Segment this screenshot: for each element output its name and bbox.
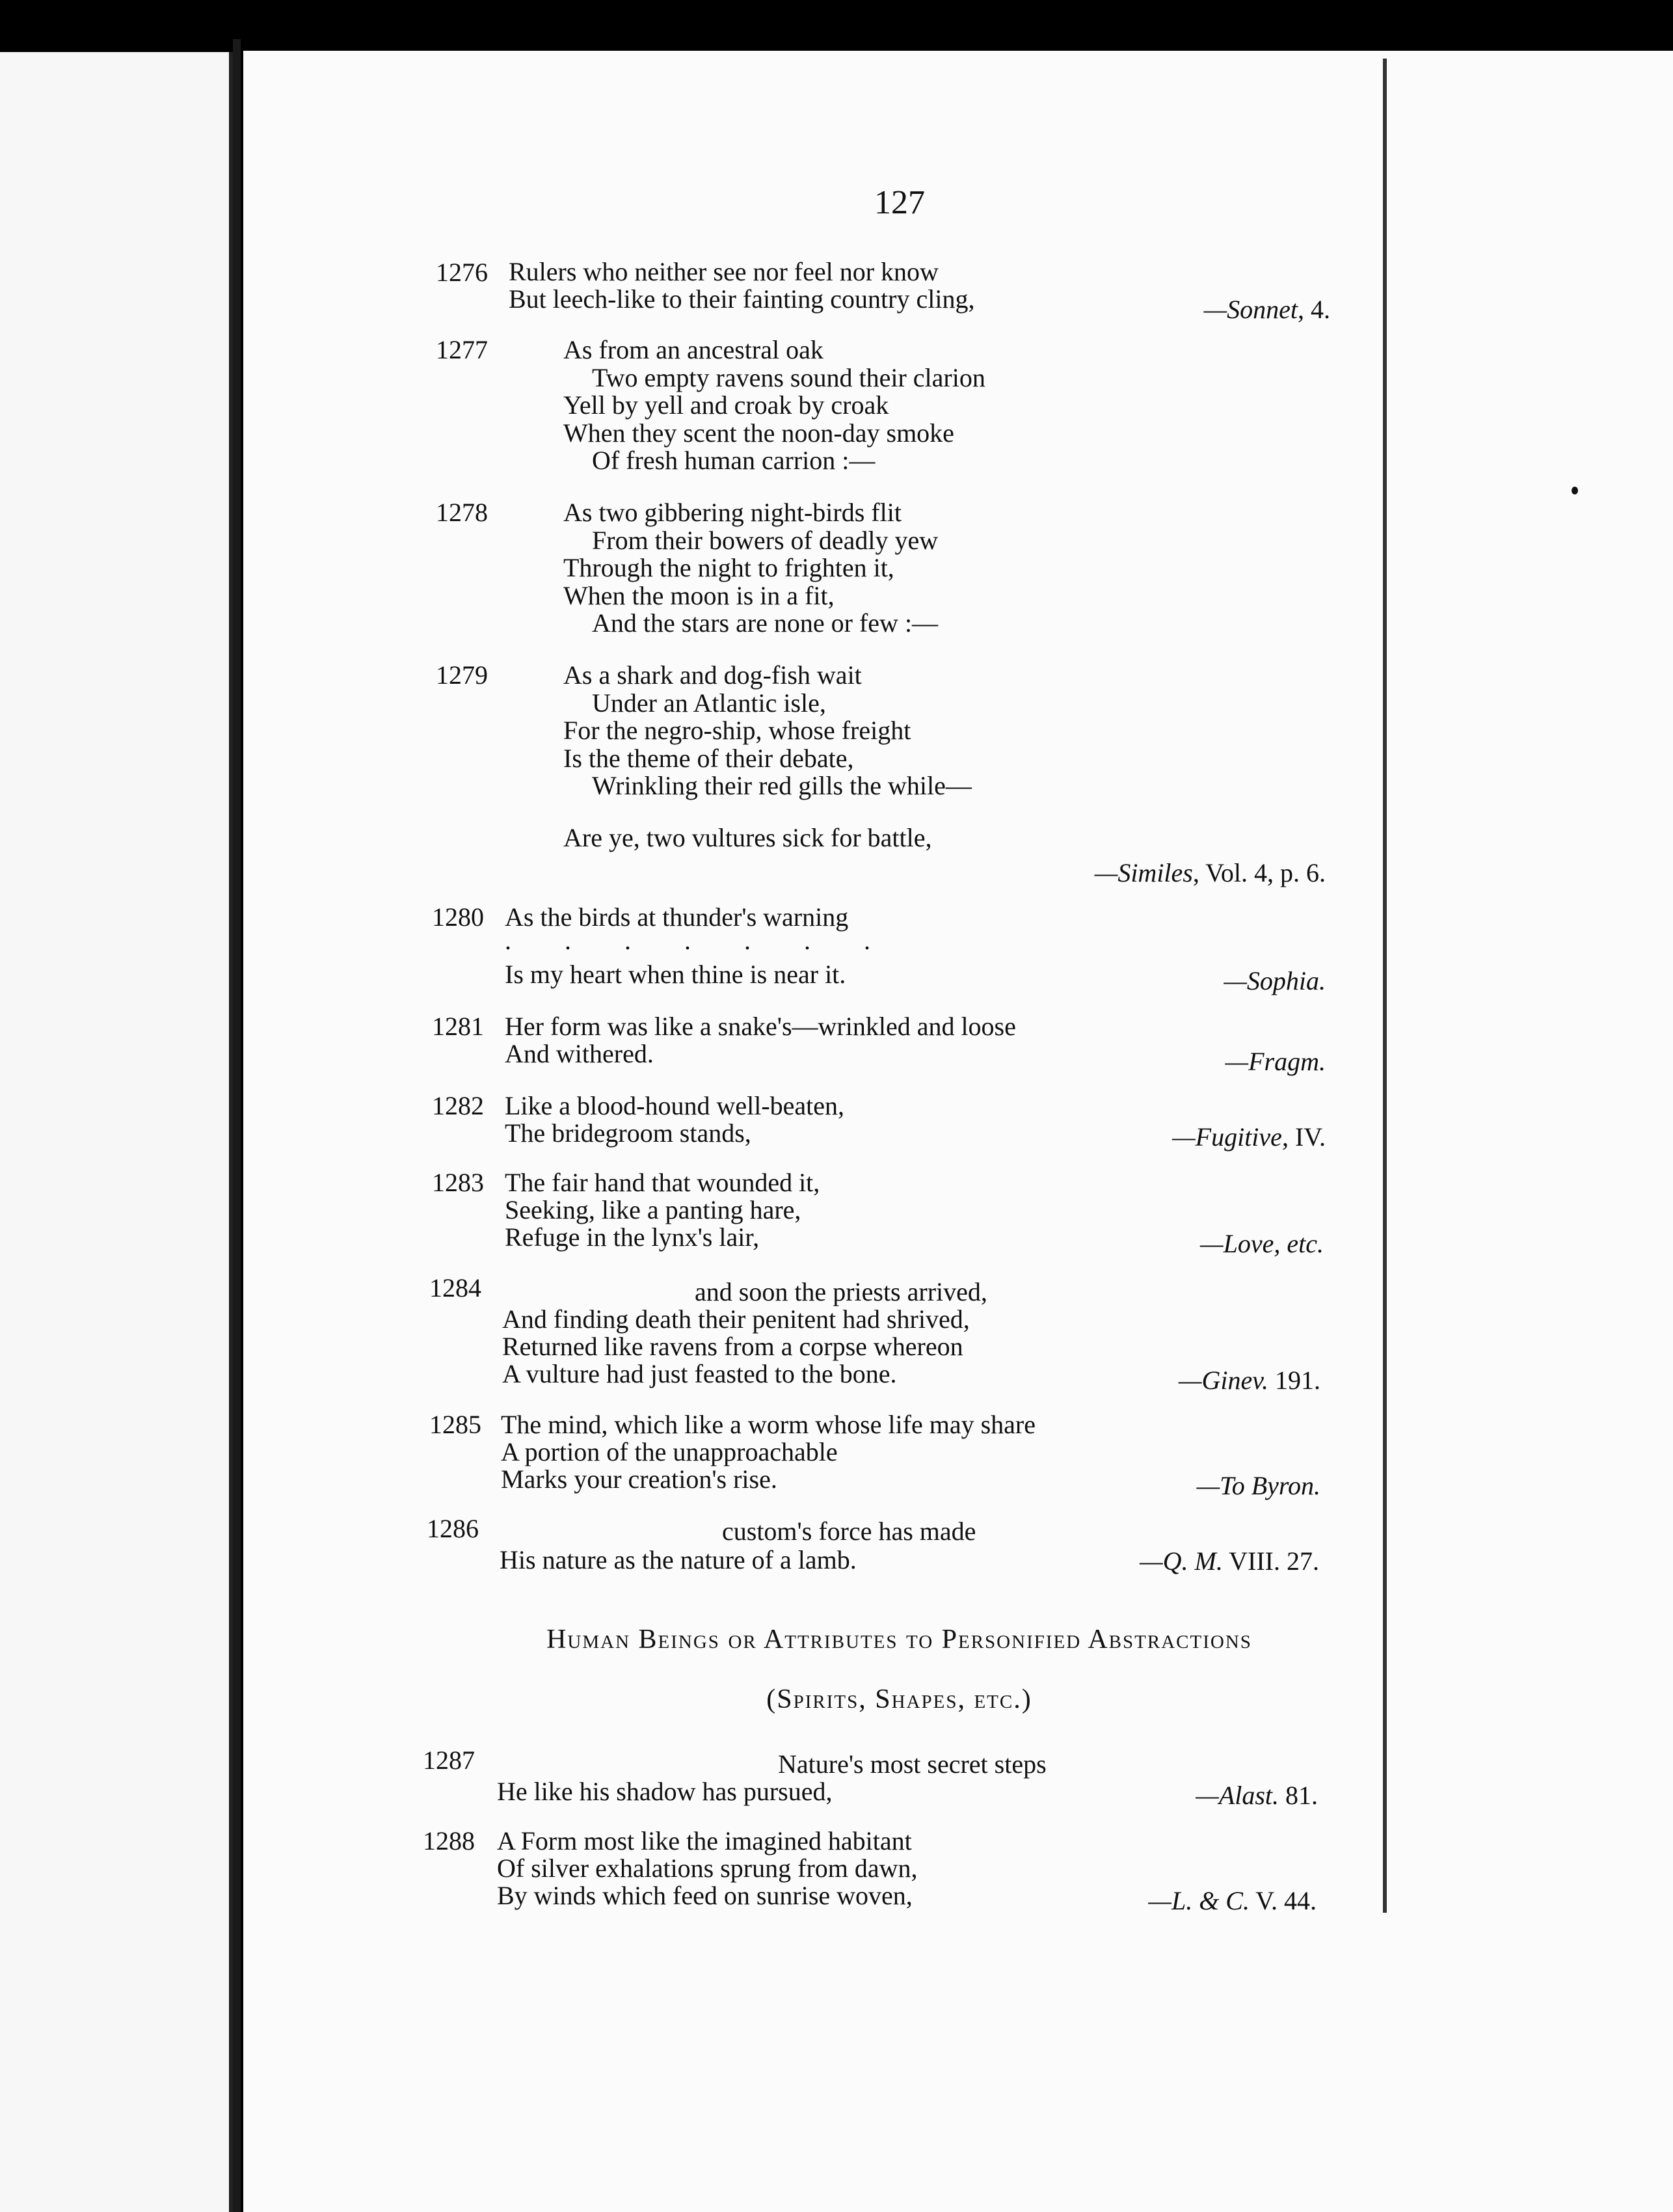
entry-number: 1286 (427, 1514, 479, 1543)
verse-line: Returned like ravens from a corpse whereon (502, 1332, 963, 1361)
section-subheading: (Spirits, Shapes, etc.) (766, 1684, 1032, 1714)
source-citation (864, 1548, 1319, 1574)
verse-line: Of fresh human carrion :— (592, 446, 876, 475)
verse-line: As from an ancestral oak (563, 335, 823, 364)
source-work: —Fugitive (1172, 1122, 1282, 1152)
verse-line: Two empty ravens sound their clarion (592, 363, 985, 392)
verse-line: Are ye, two vultures sick for battle, (563, 823, 932, 852)
page-number: 127 (874, 184, 925, 221)
verse-line: As two gibbering night-birds flit (563, 498, 902, 527)
entry-number: 1283 (432, 1168, 484, 1197)
verse-line: For the negro-ship, whose freight (563, 716, 911, 745)
entry-number: 1276 (436, 258, 488, 287)
verse-line: Wrinkling their red gills the while— (592, 771, 972, 800)
entry-number: 1277 (436, 335, 488, 364)
source-citation (870, 1049, 1326, 1075)
verse-line: A Form most like the imagined habitant (497, 1826, 912, 1855)
verse-line: Rulers who neither see nor feel nor know (509, 257, 939, 286)
source-citation (865, 1473, 1320, 1499)
verse-line: Like a blood-hound well-beaten, (505, 1091, 845, 1120)
source-work: —Sophia. (1224, 966, 1326, 995)
verse-line: and soon the priests arrived, (695, 1277, 987, 1306)
source-work: —Sonnet (1203, 295, 1298, 324)
ink-speck (1572, 487, 1578, 494)
verse-line: custom's force has made (722, 1517, 976, 1546)
verse-line: As a shark and dog-fish wait (563, 660, 862, 690)
verse-line: But leech-like to their fainting country cling, (509, 284, 975, 314)
source-ref: 191. (1268, 1366, 1320, 1395)
entry-number: 1285 (429, 1410, 481, 1439)
verse-line: A vulture had just feasted to the bone. (502, 1359, 897, 1388)
verse-line: The mind, which like a worm whose life may share (501, 1410, 1036, 1439)
verse-line: The bridegroom stands, (505, 1118, 751, 1148)
source-work: —Ginev. (1178, 1366, 1268, 1395)
verse-line: Is the theme of their debate, (563, 744, 854, 773)
verse-line: By winds which feed on sunrise woven, (497, 1881, 913, 1910)
source-ref: V. 44. (1249, 1886, 1317, 1915)
source-ref: , Vol. 4, p. 6. (1192, 858, 1326, 887)
verse-line: He like his shadow has pursued, (497, 1777, 833, 1806)
verse-line: And finding death their penitent had shrived, (502, 1304, 970, 1334)
source-work: —L. & C. (1148, 1886, 1250, 1915)
page-edge-shadow (1383, 59, 1387, 1913)
source-work: —Fragm. (1225, 1047, 1326, 1076)
source-ref: VIII. 27. (1222, 1546, 1319, 1576)
source-citation (870, 1124, 1326, 1150)
verse-line: As the birds at thunder's warning (505, 902, 849, 932)
verse-line: Is my heart when thine is near it. (505, 960, 846, 989)
verse-line: Marks your creation's rise. (501, 1464, 777, 1494)
source-citation (870, 968, 1326, 994)
book-gutter (233, 39, 241, 2212)
source-citation (868, 1231, 1324, 1257)
verse-line: Under an Atlantic isle, (592, 688, 826, 718)
source-work: —Similes (1094, 858, 1193, 887)
source-work: —To Byron. (1196, 1471, 1320, 1500)
verse-line: His nature as the nature of a lamb. (500, 1545, 857, 1574)
entry-number: 1281 (432, 1012, 484, 1041)
source-citation (861, 1888, 1317, 1914)
source-work: —Q. M. (1140, 1546, 1223, 1576)
entry-number: 1282 (432, 1091, 484, 1120)
source-ref: , 4. (1298, 295, 1330, 324)
entry-number: 1288 (423, 1826, 475, 1855)
verse-line: And withered. (505, 1039, 654, 1068)
entry-number: 1278 (436, 498, 488, 527)
source-citation (863, 1783, 1318, 1809)
source-work: —Alast. (1196, 1781, 1279, 1810)
entry-number: 1287 (423, 1746, 475, 1775)
verse-line: Seeking, like a panting hare, (505, 1195, 801, 1224)
entry-number: 1284 (429, 1273, 481, 1302)
verse-line: From their bowers of deadly yew (592, 526, 939, 555)
source-citation (870, 860, 1326, 886)
source-citation (865, 1368, 1320, 1394)
verse-line: The fair hand that wounded it, (505, 1168, 820, 1197)
source-ref: 81. (1279, 1781, 1318, 1810)
verse-line: Through the night to frighten it, (563, 553, 894, 582)
entry-number: 1279 (436, 660, 488, 690)
verse-line: Her form was like a snake's—wrinkled and loose (505, 1012, 1016, 1041)
verse-line: Refuge in the lynx's lair, (505, 1222, 760, 1252)
verse-line: When they scent the noon-day smoke (563, 418, 954, 448)
verse-line: A portion of the unapproachable (501, 1437, 838, 1466)
ellipsis-dots: . . . . . . . (505, 926, 894, 955)
left-blank-page (0, 52, 233, 2212)
source-work: —Love, etc. (1200, 1229, 1324, 1258)
verse-line: Nature's most secret steps (778, 1749, 1047, 1779)
verse-line: Yell by yell and croak by croak (563, 390, 889, 420)
verse-line: When the moon is in a fit, (563, 581, 835, 610)
source-ref: , IV. (1281, 1122, 1326, 1152)
entry-number: 1280 (432, 902, 484, 932)
verse-line: Of silver exhalations sprung from dawn, (497, 1854, 918, 1883)
section-heading: Human Beings or Attributes to Personified Abstractions (546, 1625, 1252, 1654)
source-citation (875, 297, 1330, 323)
verse-line: And the stars are none or few :— (592, 608, 939, 638)
